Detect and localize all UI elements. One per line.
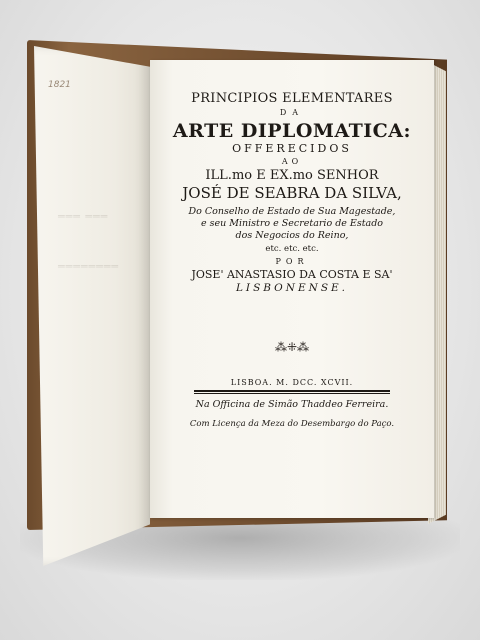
author-origin: LISBONENSE. (235, 282, 349, 294)
dedicatee-name: JOSÉ DE SEABRA DA SILVA, (182, 184, 402, 202)
flyleaf-page (34, 46, 150, 566)
flyleaf-show-through: ═══ ═══ (58, 210, 109, 223)
title-offerecidos: OFFERECIDOS (232, 142, 352, 155)
imprint-printer: Na Officina de Simão Thaddeo Ferreira. (195, 399, 389, 410)
imprint-place-date: LISBOA. M. DCC. XCVII. (230, 378, 354, 387)
title-main: ARTE DIPLOMATICA: (172, 120, 412, 142)
author-name: JOSE' ANASTASIO DA COSTA E SA' (191, 268, 393, 281)
imprint-license: Com Licença da Meza do Desembargo do Paço. (189, 419, 395, 429)
title-ao: AO (281, 157, 303, 166)
etc-line: etc. etc. etc. (265, 244, 319, 254)
title-line-1: PRINCIPIOS ELEMENTARES (191, 91, 393, 106)
dedicatee-role-2: e seu Ministro e Secretario de Estado (200, 218, 384, 229)
flyleaf-pencil-note: 1821 (48, 80, 71, 90)
printer-ornament: ⁂⁜⁂ (274, 340, 310, 354)
dedicatee-role-3: dos Negocios do Reino, (235, 230, 349, 241)
flyleaf-show-through-2: ════════ (58, 260, 119, 273)
title-page (150, 60, 434, 518)
imprint-rule-thin (194, 393, 390, 394)
dedication-honorific: ILL.mo E EX.mo SENHOR (205, 168, 379, 183)
por-line: POR (275, 257, 309, 266)
dedicatee-role-1: Do Conselho de Estado de Sua Magestade, (188, 206, 396, 217)
title-line-2: DA (279, 108, 305, 117)
imprint-rule (194, 390, 390, 392)
